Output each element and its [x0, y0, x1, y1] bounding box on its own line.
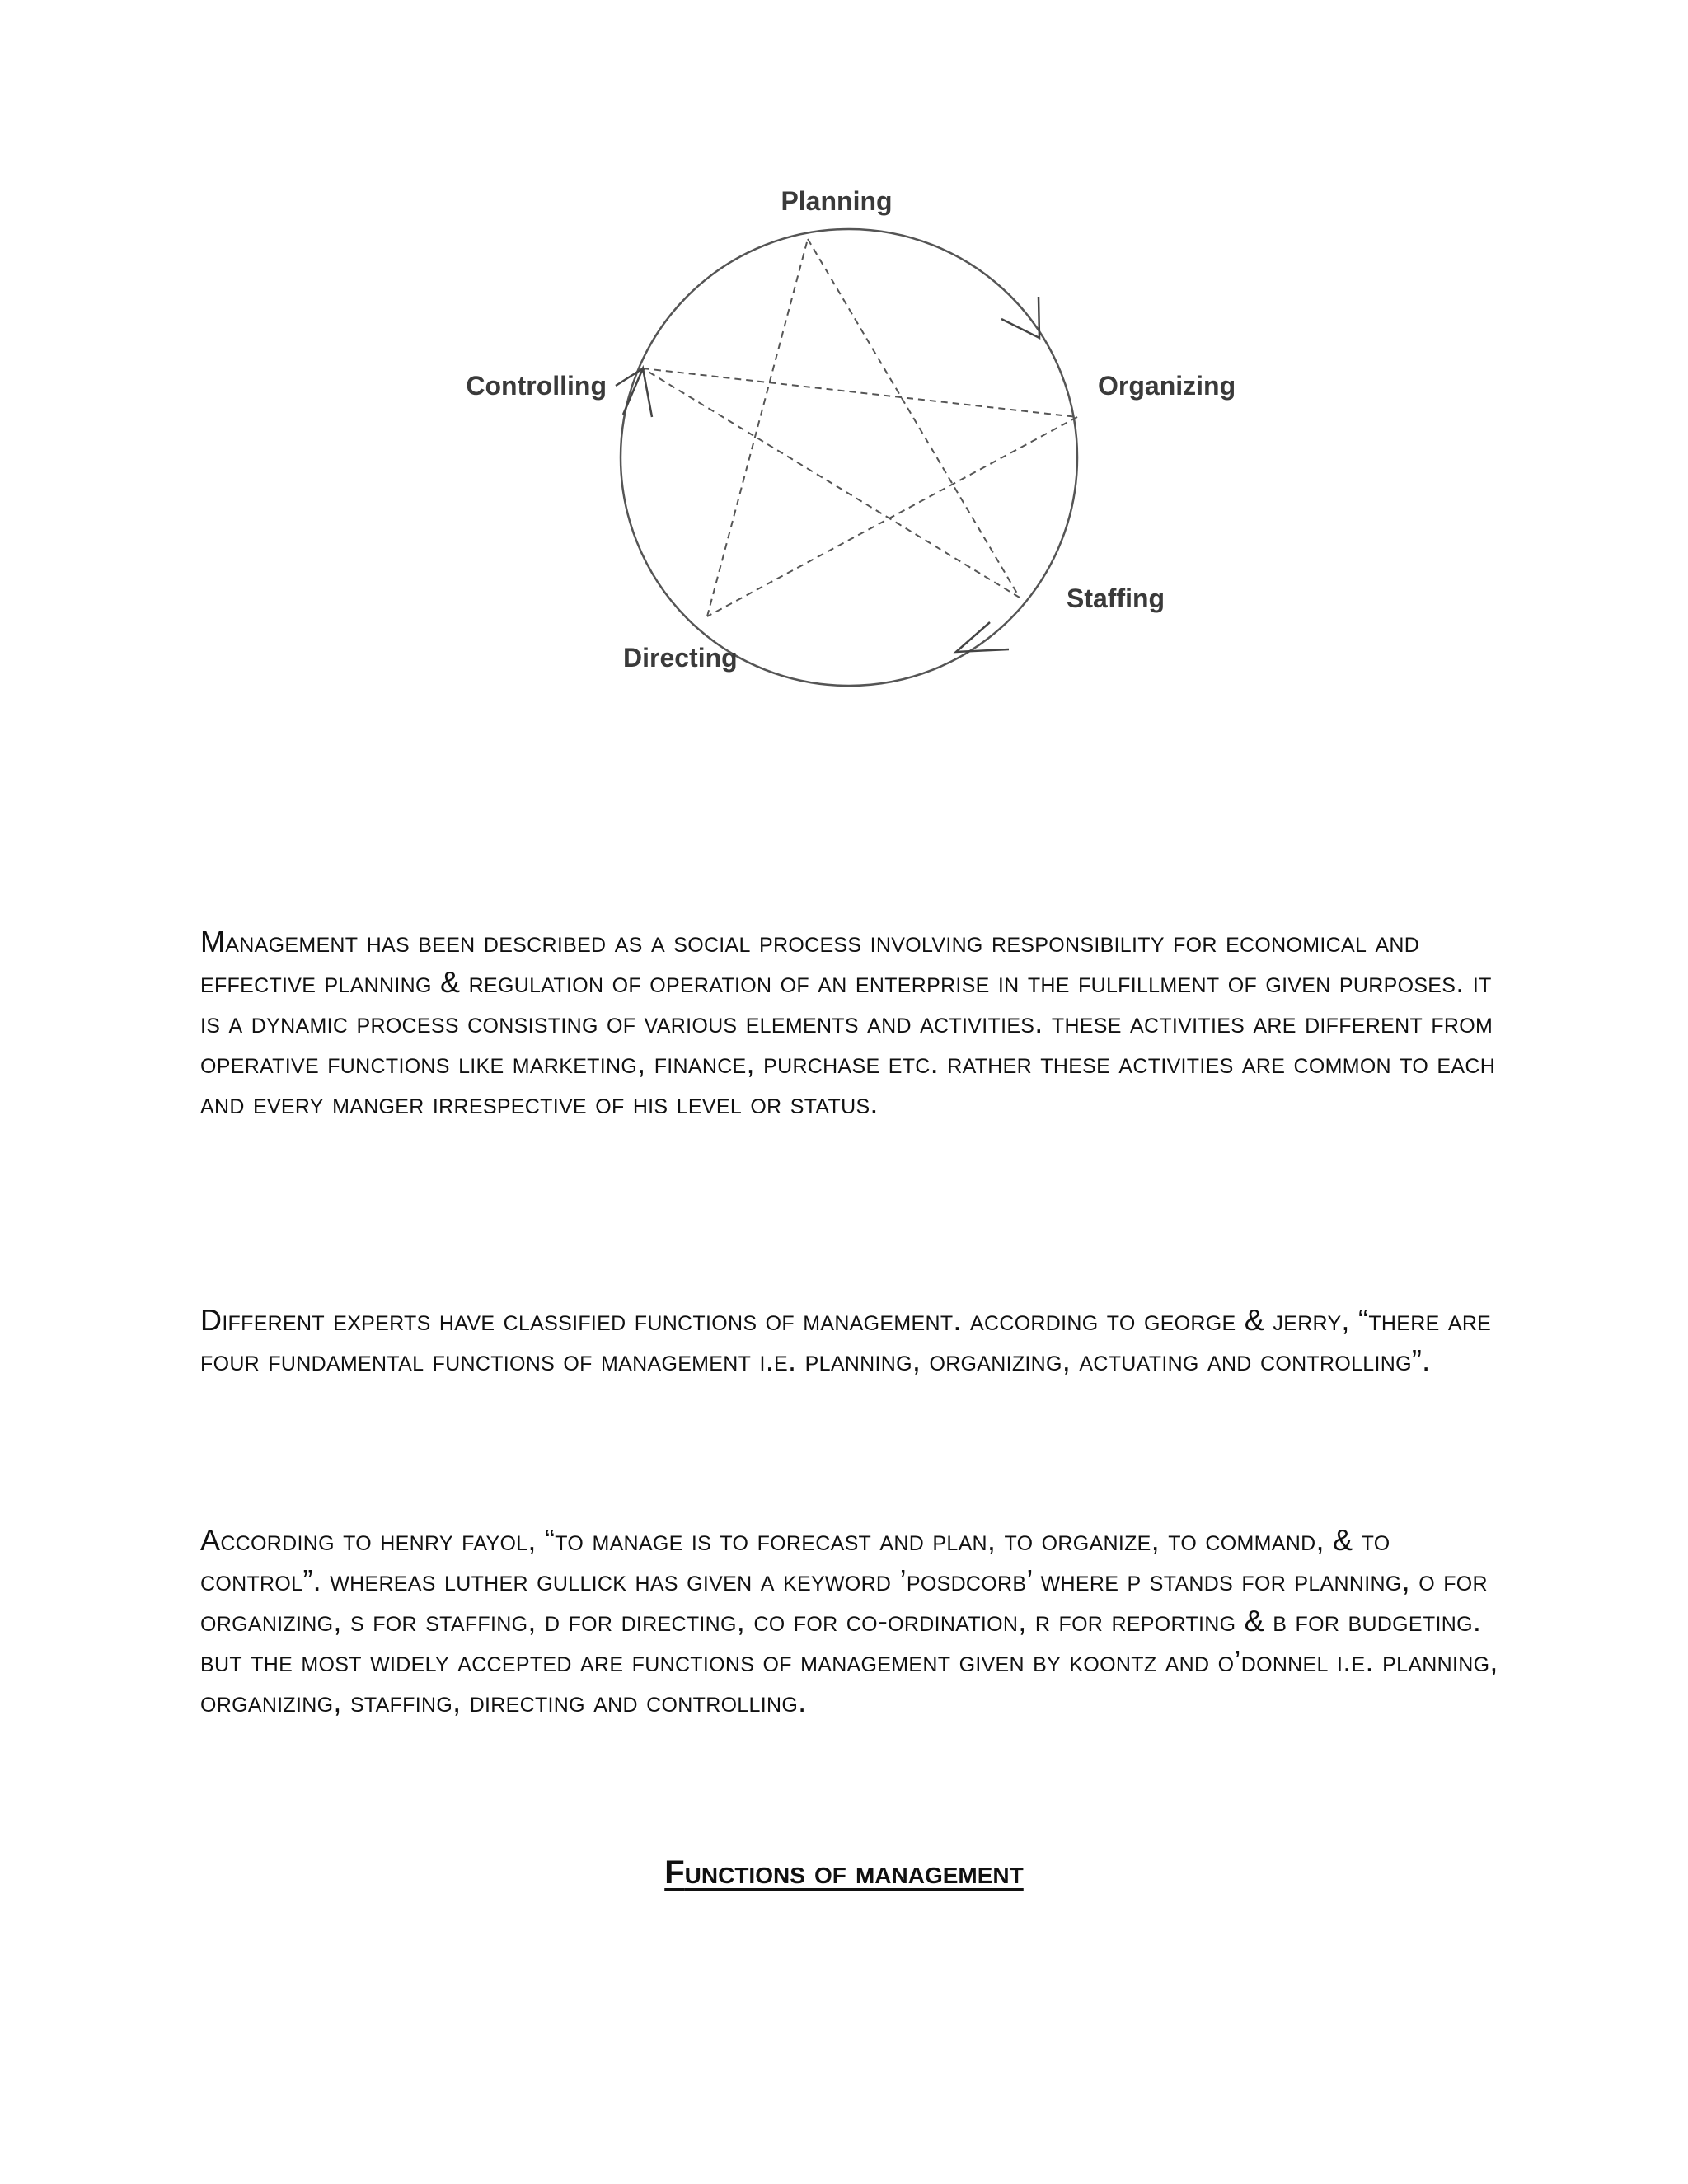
- management-functions-diagram: [445, 181, 1253, 709]
- cycle-circle: [621, 229, 1077, 686]
- line-directing-planning: [707, 239, 808, 616]
- line-staffing-controlling: [643, 368, 1020, 598]
- line-planning-staffing: [808, 239, 1020, 598]
- line-controlling-organizing: [643, 368, 1077, 417]
- label-controlling: Controlling: [466, 371, 607, 401]
- label-planning: Planning: [781, 186, 893, 216]
- line-organizing-directing: [707, 417, 1077, 616]
- arrow-planning-organizing-icon: [1001, 297, 1039, 338]
- cycle-arrows: [616, 297, 1039, 652]
- section-heading: Functions of management: [664, 1854, 1024, 1891]
- label-directing: Directing: [623, 643, 738, 673]
- label-staffing: Staffing: [1067, 583, 1165, 613]
- arrow-directing-controlling-icon: [623, 368, 652, 417]
- paragraph-management-definition: Management has been described as a social process involving responsibility for economical and effective planning & regulation of operation of an enterprise in the fulfillment of given purposes. it is a dynamic process consisting of various elements and activities. these activities are different from operative functions like marketing, finance, purchase etc. rather these activities are common to each and every manger irrespective of his level or status.: [200, 925, 1496, 1120]
- pentagram-lines: [643, 239, 1077, 616]
- diagram-svg: [445, 181, 1253, 709]
- label-organizing: Organizing: [1098, 371, 1236, 401]
- paragraph-expert-classification: Different experts have classified functions of management. according to george & jerry, “there are four fundamental functions of management i.e. planning, organizing, actuating and controlling”.: [200, 1303, 1492, 1377]
- paragraph-fayol-gullick-koontz: According to henry fayol, “to manage is to forecast and plan, to organize, to command, & to control”. whereas luther gullick has given a keyword ’posdcorb’ where p stands for planning, o for organizing, s for staffing, d for directing, co for co-ordination, r for reporting & b for budgeting. but the most widely accepted are functions of management given by koontz and o’donnel i.e. planning, organizing, staffing, directing and controlling.: [200, 1523, 1498, 1718]
